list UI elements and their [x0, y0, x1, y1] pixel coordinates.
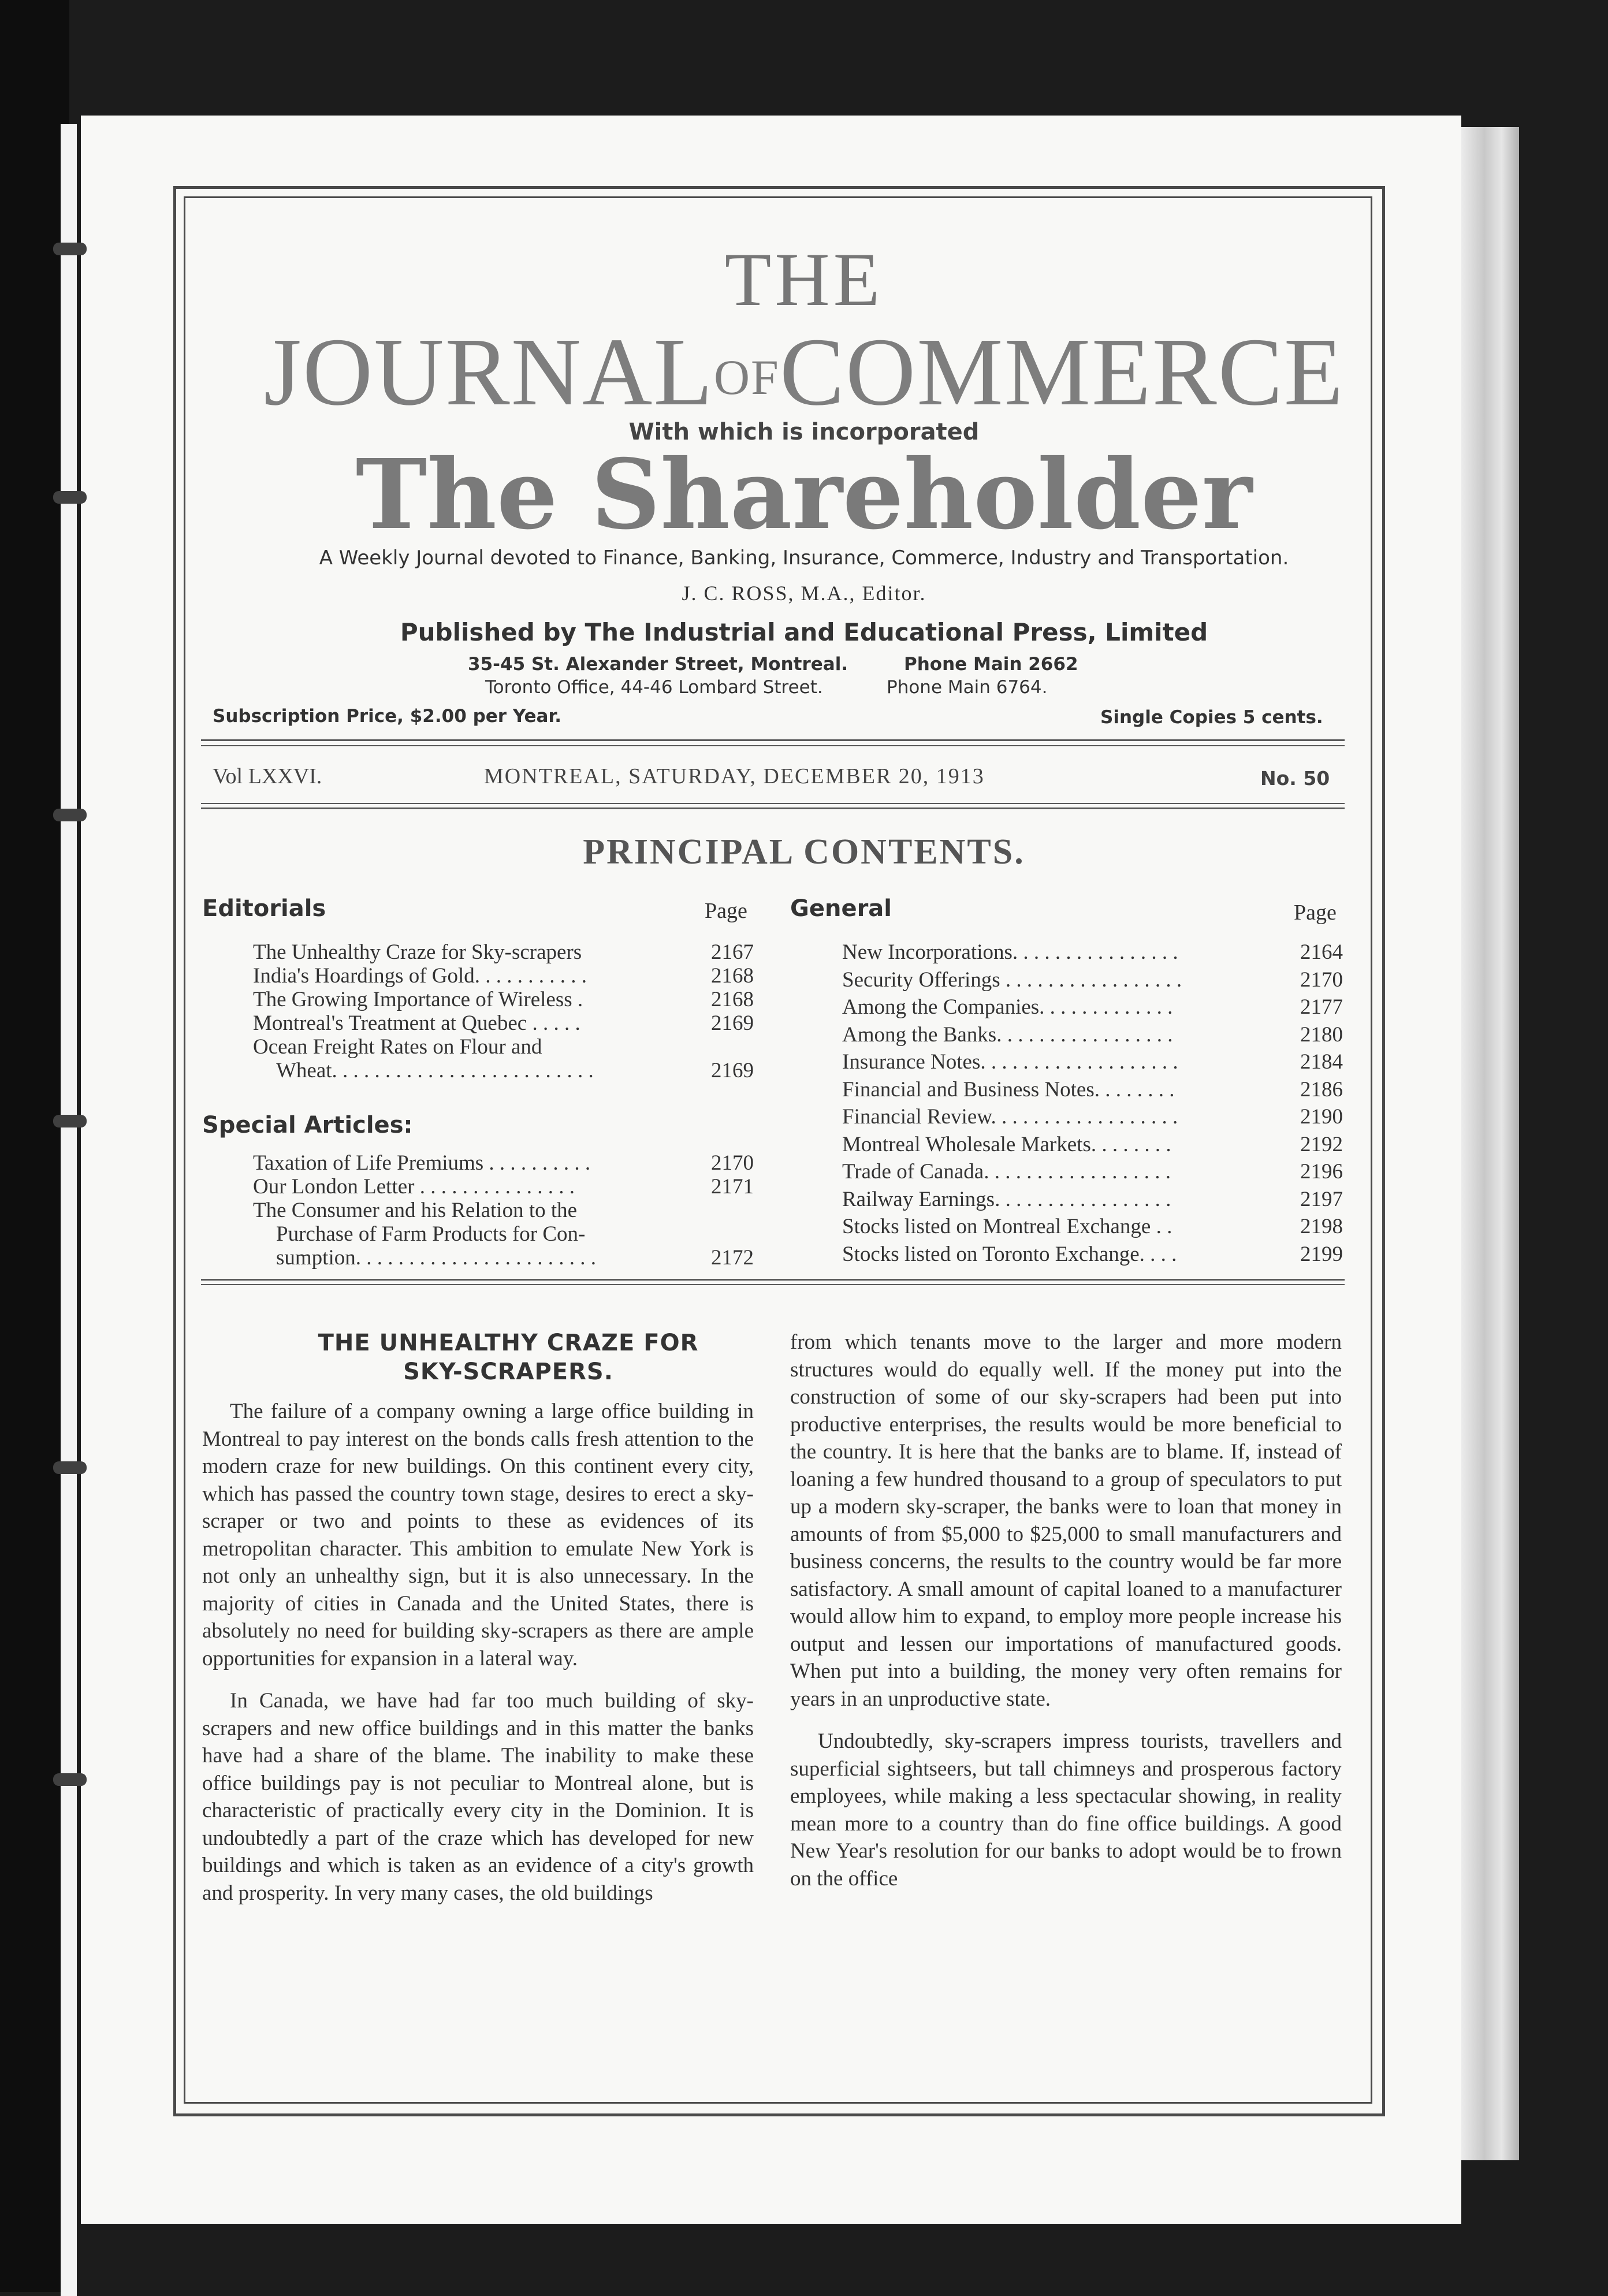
article-title-line: SKY-SCRAPERS. [403, 1359, 613, 1385]
toc-entry-title: Financial and Business Notes. . . . . . . . [842, 1077, 1175, 1102]
contents-heading: PRINCIPAL CONTENTS. [583, 832, 1025, 872]
contents-rule [201, 1284, 1345, 1285]
toc-entry-page: 2177 [1300, 995, 1343, 1019]
toc-entry-title: The Unhealthy Craze for Sky-scrapers [253, 940, 582, 964]
toc-entry-page: 2197 [1300, 1187, 1343, 1211]
toc-entry-page: 2186 [1300, 1077, 1343, 1102]
toc-entry-page: 2171 [711, 1175, 754, 1199]
montreal-phone: Phone Main 2662 [904, 654, 1078, 675]
binding-thread [53, 1773, 87, 1786]
contents-rule [201, 1279, 1345, 1281]
binding-thread [53, 1115, 87, 1127]
masthead-publisher: Published by The Industrial and Educational Press, Limited [400, 618, 1208, 646]
toronto-address: Toronto Office, 44-46 Lombard Street. [485, 677, 823, 698]
binding-thread [53, 809, 87, 821]
masthead-the: THE [724, 237, 884, 322]
toc-entry-page: 2170 [1300, 967, 1343, 992]
toc-entry-page: 2170 [711, 1151, 754, 1175]
toc-entry-title: Among the Companies. . . . . . . . . . . . . [842, 995, 1173, 1019]
toc-entry-page: 2164 [1300, 940, 1343, 964]
toc-entry-title: India's Hoardings of Gold. . . . . . . . . . . [253, 964, 587, 988]
toc-entry-title: Wheat. . . . . . . . . . . . . . . . . . . . . . . . . [276, 1059, 594, 1082]
toc-entry-title: Financial Review. . . . . . . . . . . . . . . . . . [842, 1105, 1178, 1129]
montreal-address: 35-45 St. Alexander Street, Montreal. [468, 654, 848, 675]
toc-entry-page: 2196 [1300, 1160, 1343, 1184]
toc-entry-page: 2169 [711, 1011, 754, 1035]
toc-entry-page: 2199 [1300, 1242, 1343, 1266]
dateline-rule [201, 807, 1345, 809]
article-title [254, 1329, 762, 1386]
toc-entry-page: 2180 [1300, 1022, 1343, 1047]
toc-entry-title: Montreal's Treatment at Quebec . . . . . [253, 1011, 580, 1035]
masthead-description: A Weekly Journal devoted to Finance, Banking, Insurance, Commerce, Industry and Transportation. [319, 546, 1289, 570]
toc-entry-page: 2168 [711, 964, 754, 988]
subscription-price: Subscription Price, $2.00 per Year. [213, 706, 562, 727]
toronto-phone: Phone Main 6764. [887, 677, 1048, 698]
toc-entry-title: Among the Banks. . . . . . . . . . . . . . . . . [842, 1022, 1173, 1047]
toc-entry-title: sumption. . . . . . . . . . . . . . . . . . . . . . . [276, 1246, 596, 1270]
toc-entry-page: 2169 [711, 1059, 754, 1082]
article-paragraph: The failure of a company owning a large office building in Montreal to pay interest on the bonds calls fresh attention to the modern craze for new buildings. On this continent every city, which has passed the country town stage, desires to erect a sky-scraper or two and points to these as evidences of its metropolitan character. This ambition to emulate New York is not only an unhealthy sign, but it is also unnecessary. In the majority of cities in Canada and the United States, there is absolutely no need for building sky-scrapers as there are ample opportunities for expansion in a lateral way. [202, 1400, 754, 1670]
toc-entry-title: Our London Letter . . . . . . . . . . . . . . . [253, 1175, 575, 1199]
toc-entry-title: Purchase of Farm Products for Con- [276, 1222, 586, 1246]
editorials-heading: Editorials [202, 895, 326, 922]
toc-entry-title: The Consumer and his Relation to the [253, 1199, 578, 1222]
masthead-with-which: With which is incorporated [628, 419, 980, 445]
volume-number: Vol LXXVI. [213, 764, 322, 788]
article-paragraph: from which tenants move to the larger and more modern structures would do equally well. If the money put into the construction of some of our sky-scrapers had been put into productive enterprises, the results would be more beneficial to the country. It is here that the banks are to blame. If, instead of loaning a few hundred thousand to a group of speculators to put up a modern sky-scraper, the banks were to loan that money in amounts of from $5,000 to $25,000 to small manufacturers and business concerns, the results to the country would be far more satisfactory. A small amount of capital loaned to a manufacturer would allow him to expand, to employ more people increase his output and lessen our importations of manufactured goods. When put into a building, the money very often remains for years in an unproductive state. [790, 1330, 1342, 1711]
toc-entry-page: 2184 [1300, 1050, 1343, 1074]
toc-entry-title: Stocks listed on Toronto Exchange. . . . [842, 1242, 1177, 1266]
toc-entry-title: Montreal Wholesale Markets. . . . . . . . [842, 1132, 1171, 1156]
toc-entry-title: Stocks listed on Montreal Exchange . . [842, 1215, 1172, 1238]
masthead-editor: J. C. ROSS, M.A., Editor. [682, 582, 926, 605]
dateline-rule [201, 803, 1345, 804]
toc-entry-title: New Incorporations. . . . . . . . . . . . . . . . [842, 940, 1178, 964]
masthead-rule [201, 739, 1345, 741]
toc-entry-page: 2198 [1300, 1215, 1343, 1238]
toc-entry-title: Taxation of Life Premiums . . . . . . . . . . [253, 1151, 591, 1175]
toc-entry-title: Security Offerings . . . . . . . . . . . . . . . . . [842, 967, 1182, 992]
article-paragraph: Undoubtedly, sky-scrapers impress tourists, travellers and superficial sightseers, but tall chimneys and prosperous factory employees, while making a less spectacular showing, in reality mean more to a country than do fine office buildings. A good New Year's resolution for our banks to adopt would be to frown on the office [790, 1729, 1342, 1891]
editorials-page-label: Page [705, 899, 747, 923]
masthead-rule [201, 745, 1345, 746]
masthead-shareholder: The Shareholder [355, 438, 1253, 551]
toc-entry-page: 2172 [711, 1246, 754, 1270]
toc-entry-title: Trade of Canada. . . . . . . . . . . . . . . . . . [842, 1160, 1171, 1184]
toc-entry-title: The Growing Importance of Wireless . [253, 988, 583, 1011]
toc-entry-title: Railway Earnings. . . . . . . . . . . . . . . . . [842, 1187, 1171, 1211]
masthead-journal: JOURNAL [263, 318, 714, 426]
article-right-column [790, 1329, 1342, 1892]
dateline: MONTREAL, SATURDAY, DECEMBER 20, 1913 [484, 764, 985, 788]
toc-entry-title: Insurance Notes. . . . . . . . . . . . . . . . . . . [842, 1050, 1178, 1074]
masthead-commerce: COMMERCE [779, 318, 1345, 426]
article-title-line: THE UNHEALTHY CRAZE FOR [318, 1330, 699, 1356]
single-copy-price: Single Copies 5 cents. [1100, 707, 1323, 728]
binding-thread [53, 1461, 87, 1474]
toc-entry-page: 2168 [711, 988, 754, 1011]
toc-entry-title: Ocean Freight Rates on Flour and [253, 1035, 542, 1059]
toc-entry-page: 2192 [1300, 1132, 1343, 1156]
article-paragraph: In Canada, we have had far too much building of sky-scrapers and new office buildings and in this matter the banks have had a share of the blame. The inability to make these office buildings pay is not peculiar to Montreal alone, but is characteristic of practically every city in the Dominion. It is undoubtedly a part of the craze which has developed for new buildings and which is taken as an evidence of a city's growth and prosperity. In very many cases, the old buildings [202, 1689, 754, 1905]
general-page-label: Page [1294, 900, 1337, 925]
special-articles-heading: Special Articles: [202, 1112, 413, 1138]
masthead-title [0, 318, 1608, 426]
general-heading: General [790, 895, 892, 922]
article-left-column [202, 1398, 754, 1907]
issue-number: No. 50 [1260, 767, 1330, 790]
masthead-of: OF [713, 349, 780, 405]
toc-entry-page: 2167 [711, 940, 754, 964]
toc-entry-page: 2190 [1300, 1105, 1343, 1129]
